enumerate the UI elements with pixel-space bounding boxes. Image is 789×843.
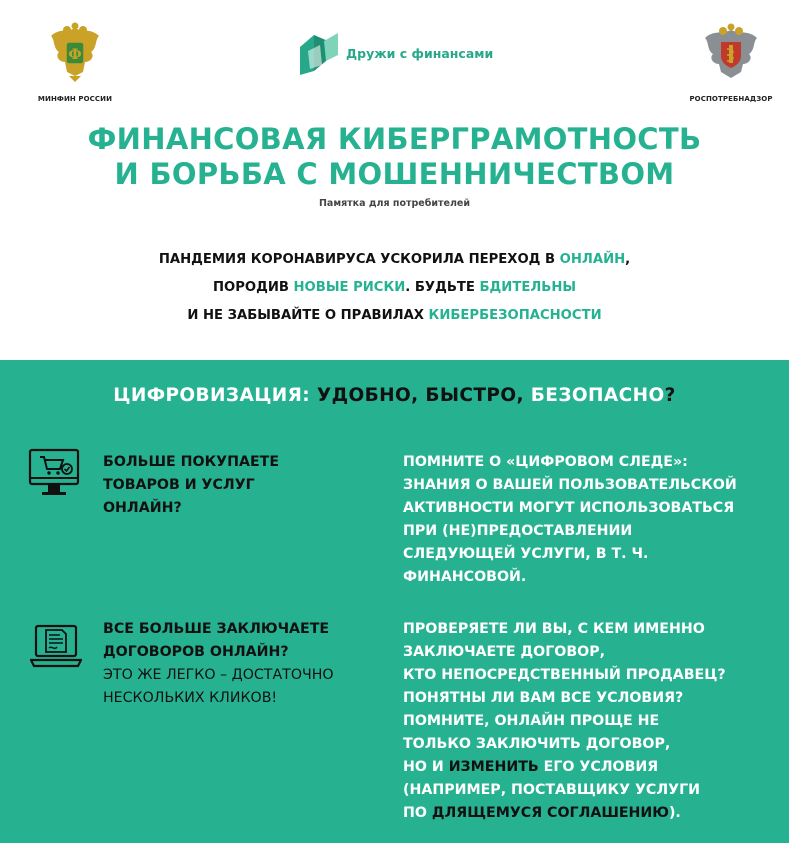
section-heading-dark: ? [664,385,676,406]
answer-2-line: ПОМНИТЕ, ОНЛАЙН ПРОЩЕ НЕ [403,713,660,729]
intro-text-part: И НЕ ЗАБЫВАЙТЕ О ПРАВИЛАХ [187,308,429,323]
intro-line-3 [0,302,789,330]
section-heading-dark: УДОБНО, БЫСТРО, [316,385,531,406]
answer-2-line: КТО НЕПОСРЕДСТВЕННЫЙ ПРОДАВЕЦ? [403,667,726,683]
brand-mark-icon [298,31,340,75]
laptop-contract-icon [30,620,82,675]
answer-2 [403,618,783,825]
answer-2-line [403,756,783,779]
intro-highlight: КИБЕРБЕЗОПАСНОСТИ [428,308,602,323]
question-1-line: ТОВАРОВ И УСЛУГ [103,477,255,493]
answer-2-line: ПРОВЕРЯЕТЕ ЛИ ВЫ, С КЕМ ИМЕННО [403,621,705,637]
answer-1-line: ЗНАНИЯ О ВАШЕЙ ПОЛЬЗОВАТЕЛЬСКОЙ [403,477,737,493]
brand-name: Дружи с финансами [346,45,494,61]
intro-highlight: БДИТЕЛЬНЫ [479,280,577,295]
answer-text-part: НО И [403,759,449,775]
answer-2-line [403,802,783,825]
svg-text:Ф: Ф [68,47,82,63]
question-2-line: ДОГОВОРОВ ОНЛАЙН? [103,644,289,660]
answer-1-line: ПРИ (НЕ)ПРЕДОСТАВЛЕНИИ [403,523,633,539]
page-subtitle: Памятка для потребителей [318,198,471,209]
brand-logo [298,30,493,76]
intro-text-part: , [625,252,631,267]
answer-2-line: ПОНЯТНЫ ЛИ ВАМ ВСЕ УСЛОВИЯ? [403,690,684,706]
rospotrebnadzor-eagle-emblem-icon [701,22,761,84]
intro-text-part: . БУДЬТЕ [405,280,480,295]
question-1-line: БОЛЬШЕ ПОКУПАЕТЕ [103,454,280,470]
answer-text-part: ). [668,805,681,821]
rospotrebnadzor-logo [686,22,776,103]
intro-highlight: ОНЛАЙН [559,252,626,267]
minfin-caption: МИНФИН РОССИИ [37,95,113,103]
intro-highlight: НОВЫЕ РИСКИ [293,280,406,295]
question-1 [103,451,383,520]
intro-text-part: ПАНДЕМИЯ КОРОНАВИРУСА УСКОРИЛА ПЕРЕХОД В [158,252,560,267]
online-shopping-cart-monitor-icon [28,448,80,503]
answer-text-part: ПО [403,805,432,821]
intro-text-part: ПОРОДИВ [212,280,294,295]
intro-text [0,246,789,330]
answer-2-line: ЗАКЛЮЧАЕТЕ ДОГОВОР, [403,644,605,660]
page-title [0,122,789,192]
question-2-line: ЭТО ЖЕ ЛЕГКО – ДОСТАТОЧНО [103,667,334,683]
answer-1 [403,451,783,589]
section-heading-part: ЦИФРОВИЗАЦИЯ: [113,385,317,406]
question-1-line: ОНЛАЙН? [103,500,182,516]
answer-1-line: АКТИВНОСТИ МОГУТ ИСПОЛЬЗОВАТЬСЯ [403,500,735,516]
intro-line-1 [0,246,789,274]
title-line-1: ФИНАНСОВАЯ КИБЕРГРАМОТНОСТЬ [87,122,702,156]
minfin-eagle-emblem-icon [45,22,105,84]
answer-2-line: (НАПРИМЕР, ПОСТАВЩИКУ УСЛУГИ [403,782,700,798]
question-2 [103,618,383,710]
answer-1-line: ПОМНИТЕ О «ЦИФРОВОМ СЛЕДЕ»: [403,454,688,470]
title-line-2: И БОРЬБА С МОШЕННИЧЕСТВОМ [114,157,675,191]
answer-1-line: СЛЕДУЮЩЕЙ УСЛУГИ, В Т. Ч. [403,546,649,562]
answer-text-part: ЕГО УСЛОВИЯ [538,759,659,775]
question-2-line: НЕСКОЛЬКИХ КЛИКОВ! [103,690,278,706]
minfin-logo [30,22,120,103]
answer-emphasis: ИЗМЕНИТЬ [448,759,539,775]
rospotrebnadzor-caption: РОСПОТРЕБНАДЗОР [689,95,773,103]
question-2-line: ВСЕ БОЛЬШЕ ЗАКЛЮЧАЕТЕ [103,621,330,637]
section-heading [0,385,789,406]
intro-line-2 [0,274,789,302]
answer-emphasis: ДЛЯЩЕМУСЯ СОГЛАШЕНИЮ [431,805,669,821]
section-heading-part: БЕЗОПАСНО [530,385,665,406]
answer-2-line: ТОЛЬКО ЗАКЛЮЧИТЬ ДОГОВОР, [403,736,671,752]
answer-1-line: ФИНАНСОВОЙ. [403,569,527,585]
